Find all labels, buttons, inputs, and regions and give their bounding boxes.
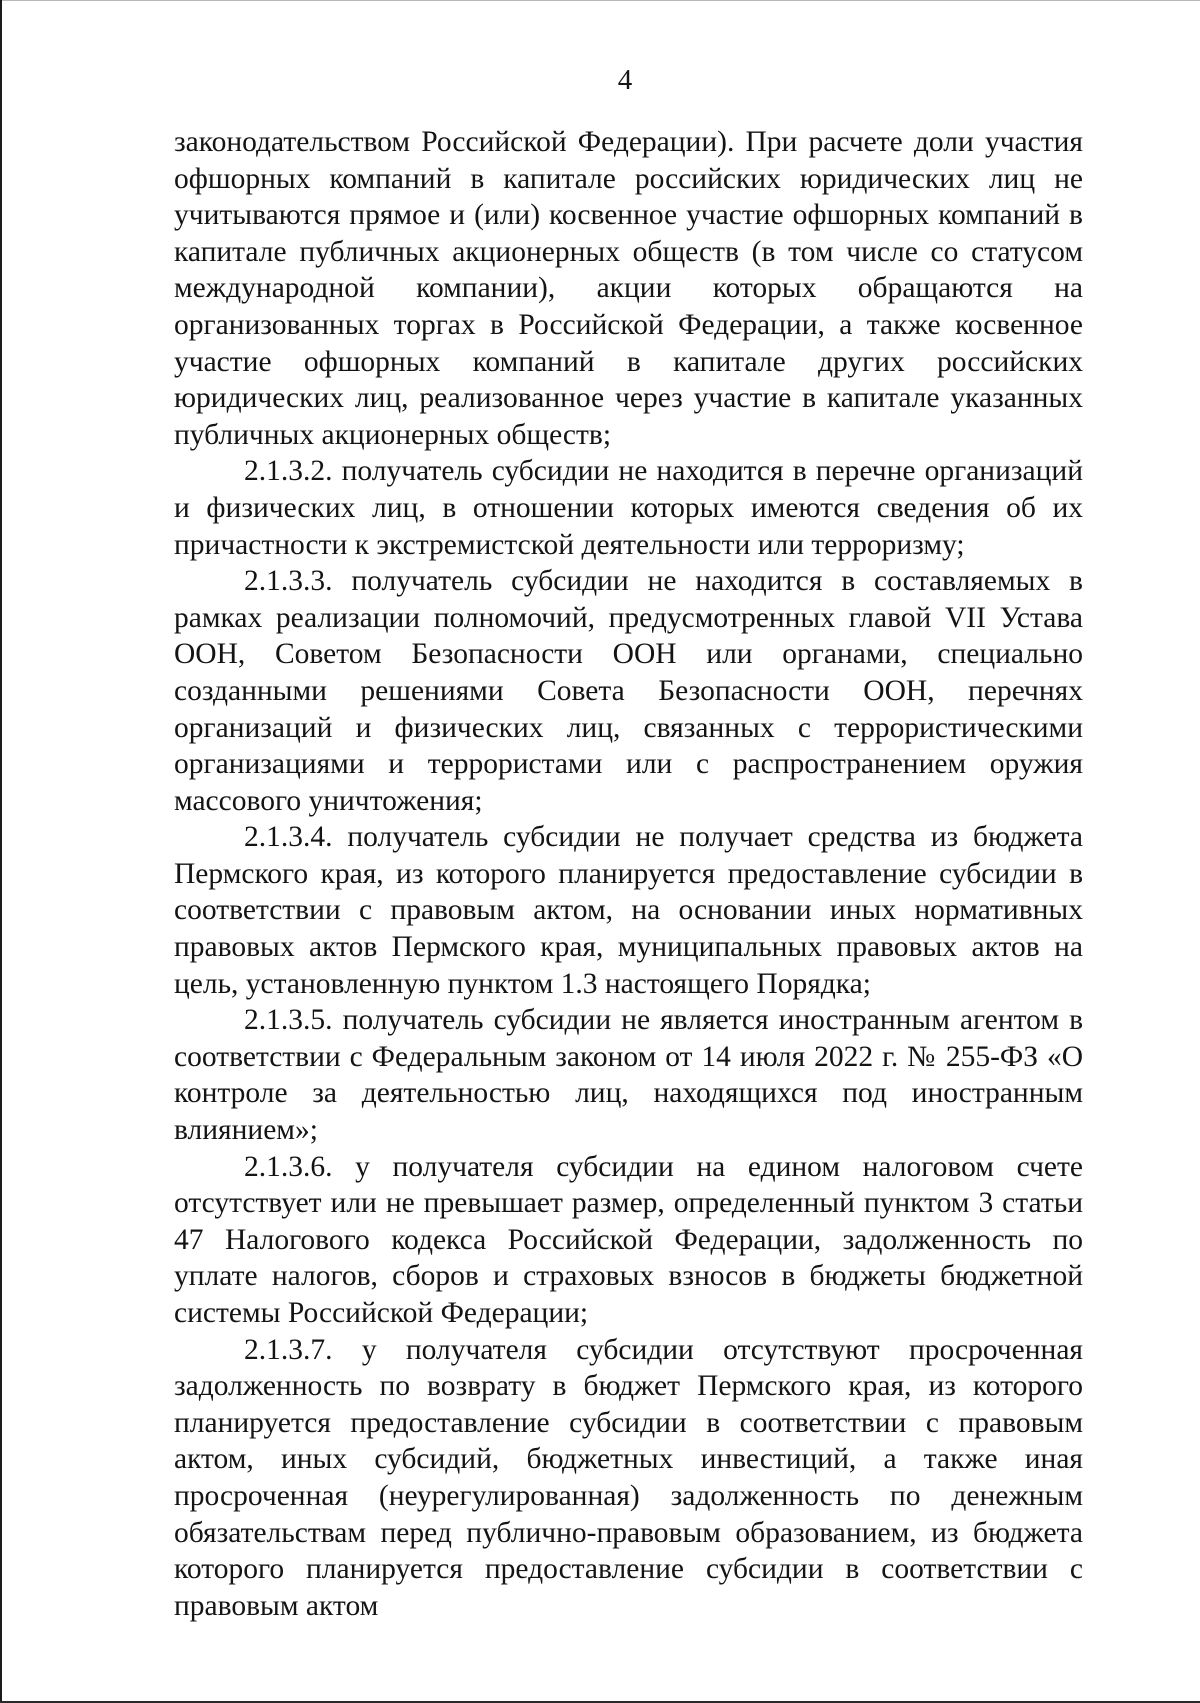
scan-edge-top xyxy=(0,0,1200,1)
document-body xyxy=(174,124,1083,1624)
paragraph-2-1-3-3: 2.1.3.3. получатель субсидии не находится в составляемых в рамках реализации полномочий, предусмотренных главой VII Устава ООН, Советом Безопасности ООН или органами, специально созданными решениями Совета Безопасности ООН, перечнях организаций и физических лиц, связанных с террористическими организациями и террористами или с распространением оружия массового уничтожения; xyxy=(174,565,1083,817)
paragraph-2-1-3-6: 2.1.3.6. у получателя субсидии на едином налоговом счете отсутствует или не превышает размер, определенный пунктом 3 статьи 47 Налогового кодекса Российской Федерации, задолженность по уплате налогов, сборов и страховых взносов в бюджеты бюджетной системы Российской Федерации; xyxy=(174,1150,1083,1329)
paragraph-continuation: законодательством Российской Федерации). При расчете доли участия офшорных компаний в капитале российских юридических лиц не учитываются прямое и (или) косвенное участие офшорных компаний в капитале публичных акционерных обществ (в том числе со статусом международной компании), акции которых обращаются на организованных торгах в Российской Федерации, а также косвенное участие офшорных компаний в капитале других российских юридических лиц, реализованное через участие в капитале указанных публичных акционерных обществ; xyxy=(174,126,1083,451)
paragraph-2-1-3-2: 2.1.3.2. получатель субсидии не находится в перечне организаций и физических лиц, в отношении которых имеются сведения об их причастности к экстремистской деятельности или терроризму; xyxy=(174,455,1083,561)
paragraph-2-1-3-4: 2.1.3.4. получатель субсидии не получает средства из бюджета Пермского края, из которого планируется предоставление субсидии в соответствии с правовым актом, на основании иных нормативных правовых актов Пермского края, муниципальных правовых актов на цель, установленную пунктом 1.3 настоящего Порядка; xyxy=(174,821,1083,1000)
paragraph-2-1-3-5: 2.1.3.5. получатель субсидии не является иностранным агентом в соответствии с Федеральным законом от 14 июля 2022 г. № 255-ФЗ «О контроле за деятельностью лиц, находящихся под иностранным влиянием»; xyxy=(174,1004,1083,1147)
paragraph-2-1-3-7: 2.1.3.7. у получателя субсидии отсутствуют просроченная задолженность по возврату в бюджет Пермского края, из которого планируется предоставление субсидии в соответствии с правовым актом, иных субсидий, бюджетных инвестиций, а также иная просроченная (неурегулированная) задолженность по денежным обязательствам перед публично-правовым образованием, из бюджета которого планируется предоставление субсидии в соответствии с правовым актом xyxy=(174,1333,1083,1622)
scan-edge-left xyxy=(0,0,2,1703)
page-number: 4 xyxy=(617,64,633,96)
